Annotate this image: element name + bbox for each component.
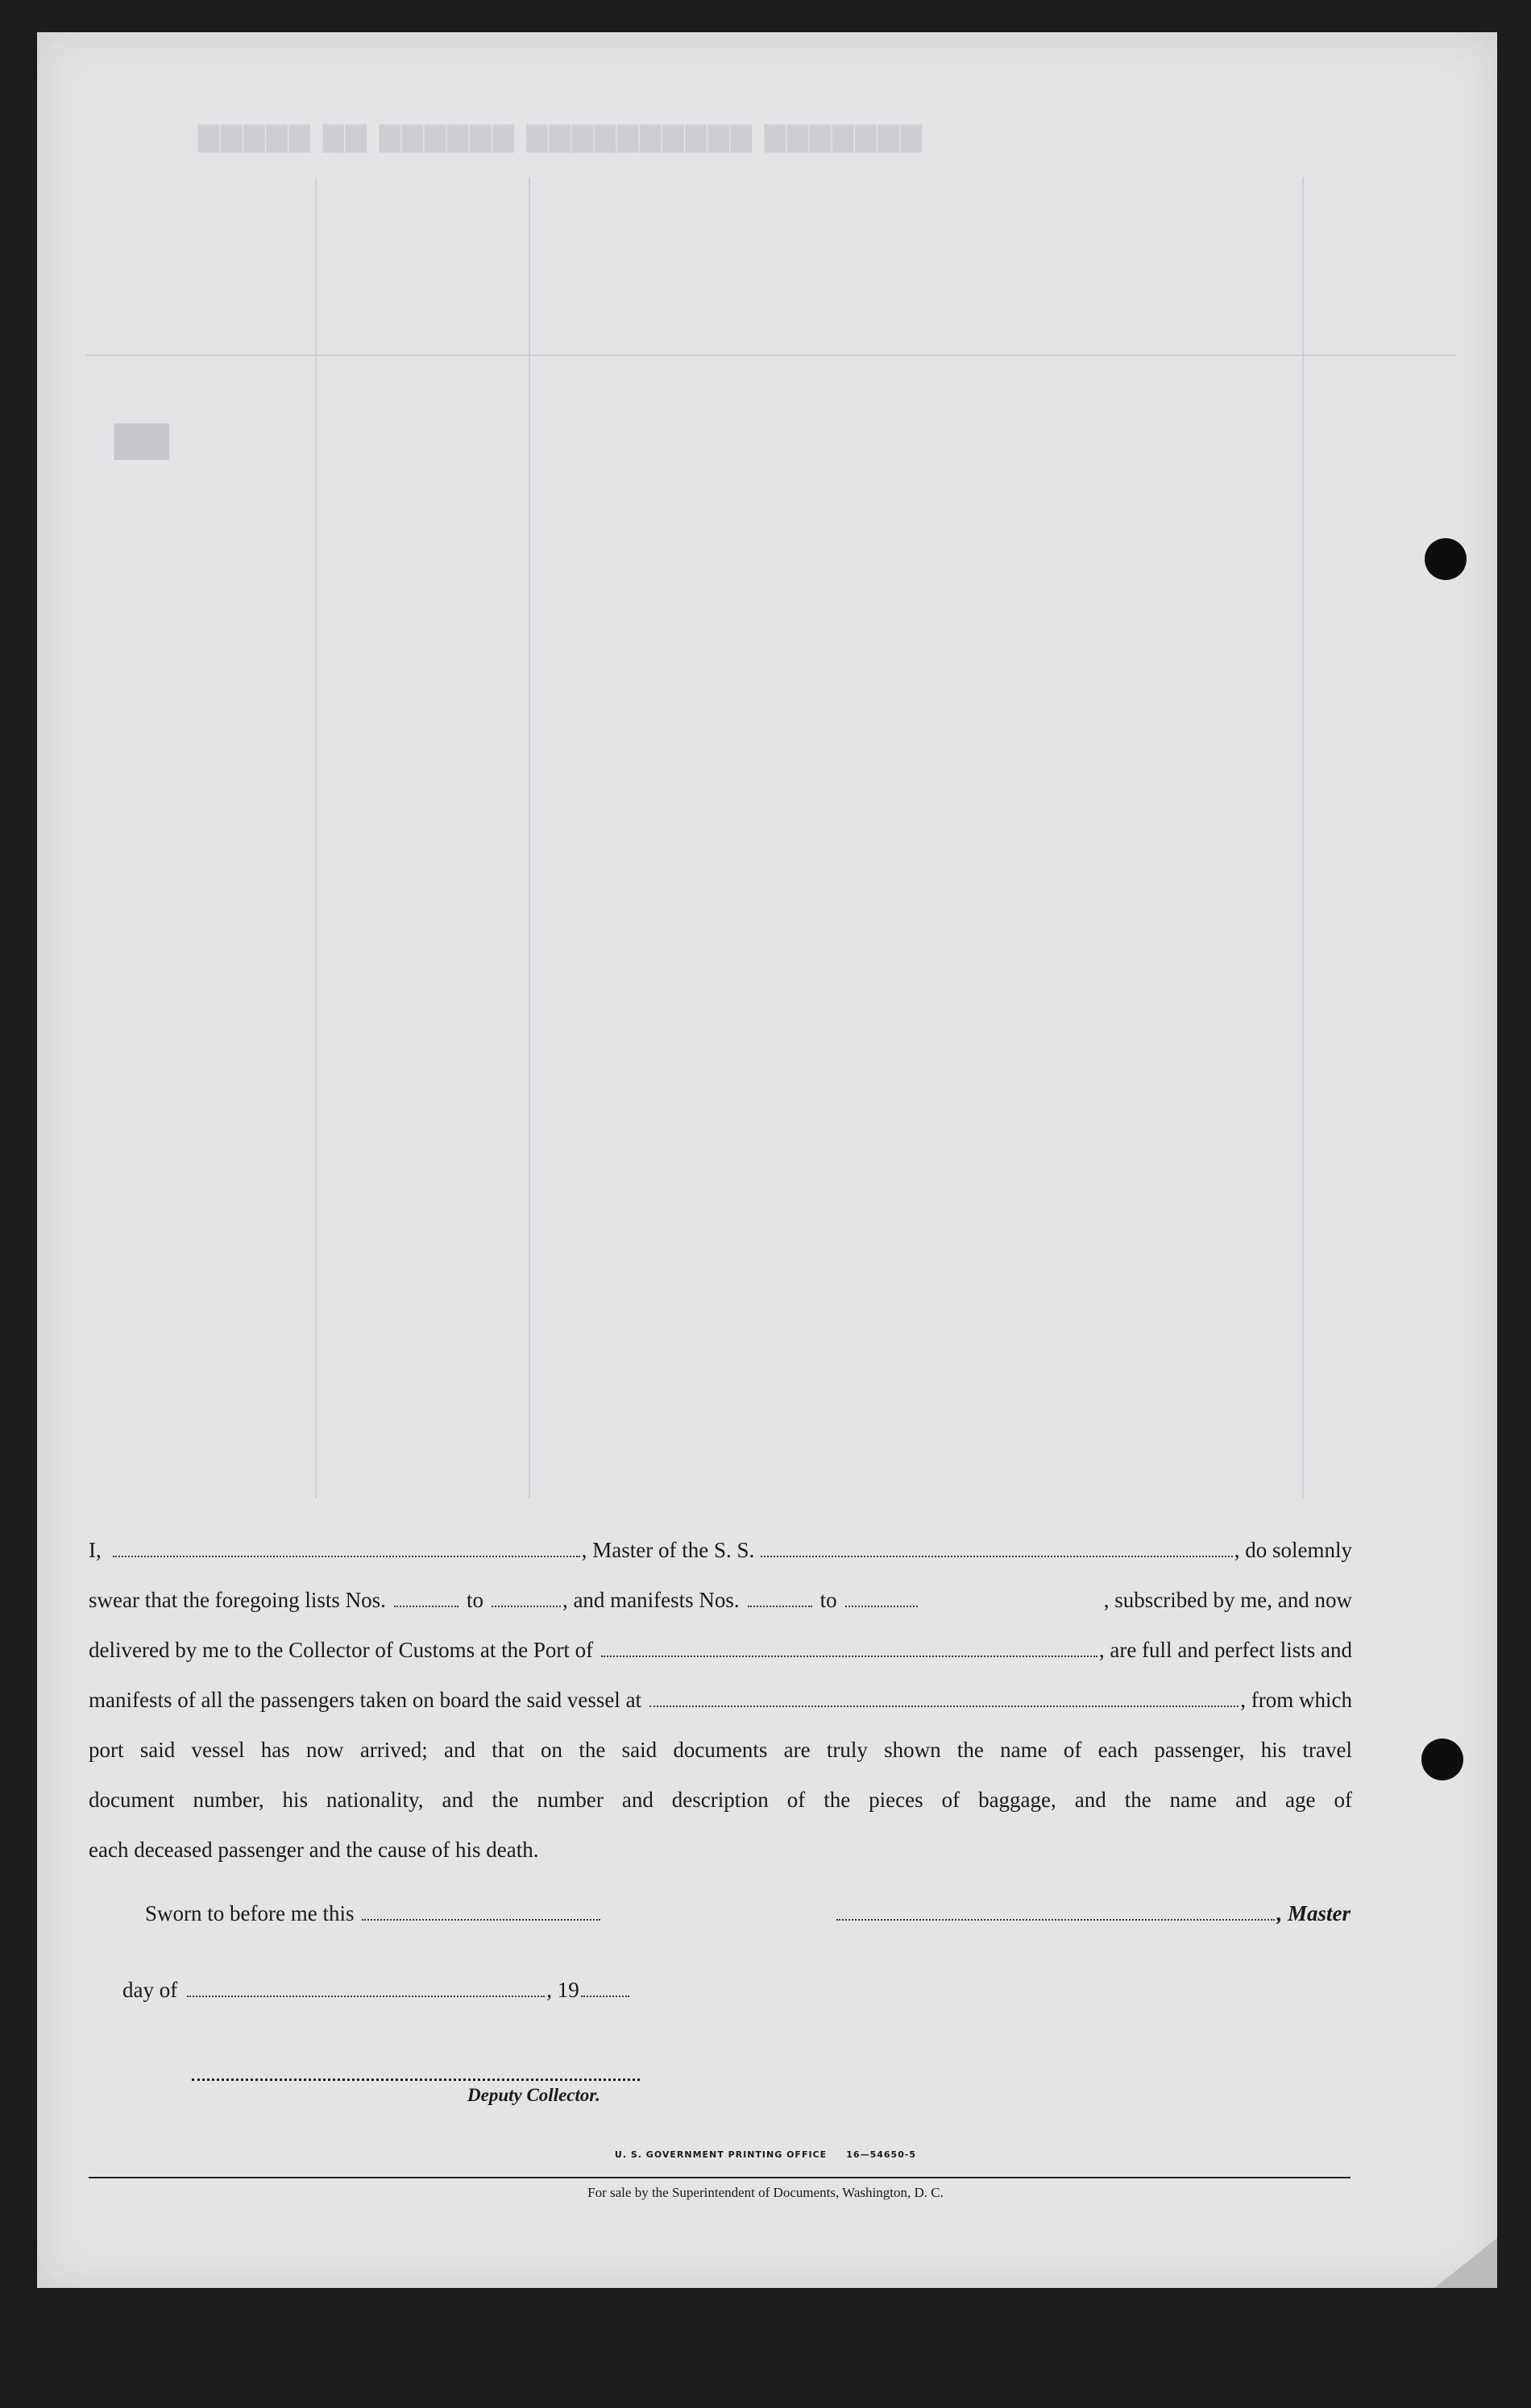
master-label: , Master — [1276, 1901, 1351, 1925]
master-signature-line — [835, 1901, 1351, 1926]
bleed-through-rule — [315, 177, 317, 1498]
bleed-through-title-shape: ▇▇▇▇▇ ▇▇ ▇▇▇▇▇▇ ▇▇▇▇▇▇▇▇▇▇ ▇▇▇▇▇▇▇ — [198, 121, 923, 153]
year-label: , 19 — [546, 1978, 579, 2002]
page-corner-curl — [1434, 2238, 1497, 2288]
oath-text: , from which — [1240, 1688, 1352, 1712]
oath-text: I, — [89, 1538, 102, 1562]
oath-text: , subscribed by me, and now — [1103, 1588, 1352, 1612]
oath-line-7: each deceased passenger and the cause of his death. — [89, 1838, 539, 1862]
day-of-line — [122, 1978, 631, 2003]
deputy-collector-label: Deputy Collector. — [467, 2085, 600, 2105]
lists-from-blank — [394, 1593, 458, 1607]
oath-text: manifests of all the passengers taken on board the said vessel at — [89, 1688, 642, 1712]
manifests-to-blank — [845, 1593, 918, 1607]
oath-text: , Master of the S. S. — [581, 1538, 755, 1562]
oath-text: to — [466, 1588, 483, 1612]
oath-line-4 — [89, 1675, 1352, 1725]
bleed-through-rule — [1302, 177, 1304, 1498]
year-blank — [581, 1983, 629, 1997]
punch-hole-bottom — [1421, 1739, 1463, 1780]
sworn-date-blank — [362, 1906, 600, 1921]
oath-text: , are full and perfect lists and — [1098, 1638, 1352, 1662]
punch-hole-top — [1425, 538, 1467, 580]
sworn-line — [145, 1901, 602, 1926]
ship-name-blank — [761, 1543, 1233, 1557]
master-signature-blank — [836, 1906, 1275, 1921]
oath-text: to — [819, 1588, 837, 1612]
oath-text: , do solemnly — [1234, 1538, 1352, 1562]
printing-office-imprint: U. S. GOVERNMENT PRINTING OFFICE 16—54650-5 — [614, 2149, 917, 2160]
month-blank — [187, 1983, 545, 1997]
form-sheet — [37, 32, 1497, 2288]
port-of-departure-blank — [649, 1693, 1238, 1707]
oath-line-5: port said vessel has now arrived; and that on the said documents are truly shown the name of each passenger, his travel — [89, 1738, 1352, 1762]
oath-line-6: document number, his nationality, and the number and description of the pieces of baggage, and the name and age of — [89, 1788, 1352, 1812]
bleed-through-number-shape: ▇▇ — [114, 419, 169, 460]
bleed-through-rule — [85, 354, 1455, 356]
lists-to-blank — [492, 1593, 561, 1607]
for-sale-note: For sale by the Superintendent of Documents, Washington, D. C. — [587, 2185, 944, 2200]
oath-line-1 — [89, 1525, 1352, 1575]
manifests-from-blank — [748, 1593, 812, 1607]
oath-text: , and manifests Nos. — [562, 1588, 740, 1612]
port-of-arrival-blank — [601, 1643, 1097, 1657]
oath-line-3 — [89, 1625, 1352, 1675]
footer-rule — [89, 2177, 1351, 2178]
deputy-signature-rule — [192, 2079, 640, 2081]
master-name-blank — [113, 1543, 580, 1557]
oath-text: swear that the foregoing lists Nos. — [89, 1588, 386, 1612]
bleed-through-rule — [529, 177, 530, 1498]
oath-line-2 — [89, 1575, 1352, 1625]
day-of-label: day of — [122, 1978, 178, 2002]
oath-paragraph — [89, 1525, 1352, 1875]
sworn-label: Sworn to before me this — [145, 1901, 355, 1925]
oath-text: delivered by me to the Collector of Customs at the Port of — [89, 1638, 594, 1662]
